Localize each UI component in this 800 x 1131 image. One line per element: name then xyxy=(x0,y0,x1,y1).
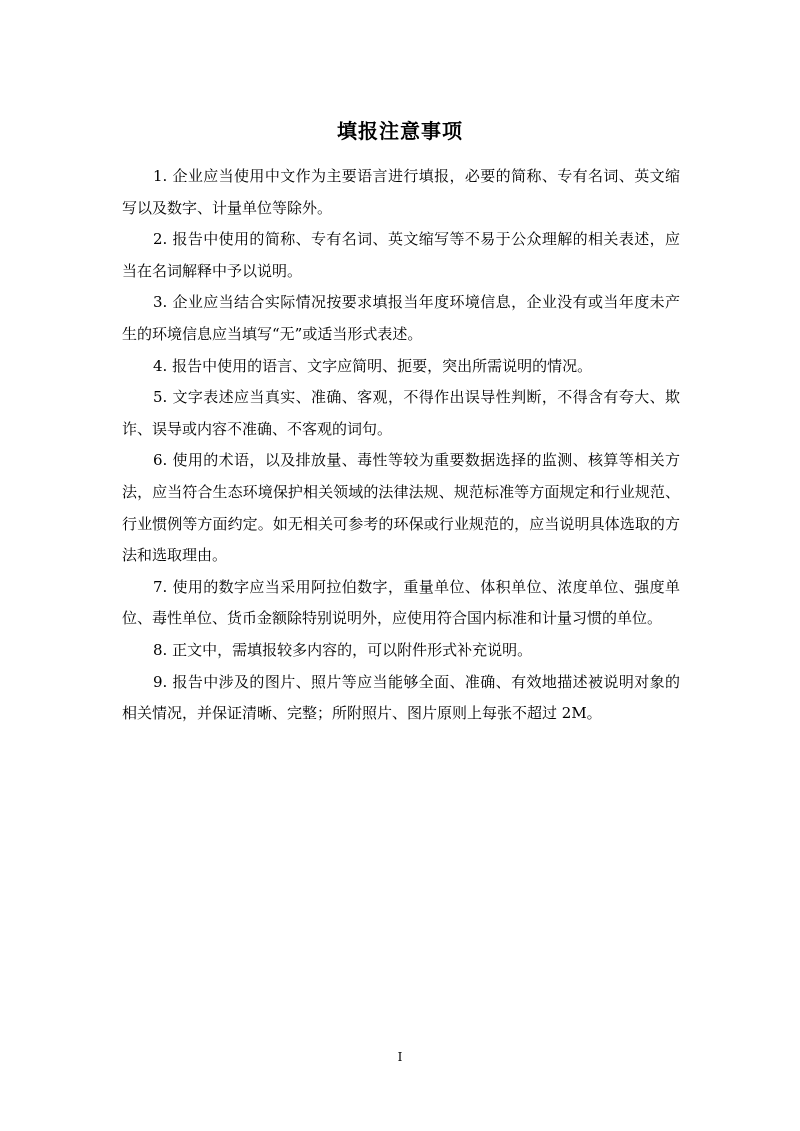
page-title: 填报注意事项 xyxy=(337,119,463,143)
notice-item-6: 6. 使用的术语，以及排放量、毒性等较为重要数据选择的监测、核算等相关方法，应当符合生态环境保护相关领域的法律法规、规范标准等方面规定和行业规范、行业惯例等方面约定。如无相关可参考的环保或行业规范的，应当说明具体选取的方法和选取理由。 xyxy=(122,451,680,565)
notice-item-9: 9. 报告中涉及的图片、照片等应当能够全面、准确、有效地描述被说明对象的相关情况，并保证清晰、完整；所附照片、图片原则上每张不超过 2M。 xyxy=(122,672,680,723)
notice-item-5: 5. 文字表述应当真实、准确、客观，不得作出误导性判断，不得含有夸大、欺诈、误导或内容不准确、不客观的词句。 xyxy=(122,388,680,438)
notice-list xyxy=(122,161,680,730)
page-number: I xyxy=(397,1050,403,1064)
notice-item-2: 2. 报告中使用的简称、专有名词、英文缩写等不易于公众理解的相关表述，应当在名词解释中予以说明。 xyxy=(122,230,680,280)
notice-item-1: 1. 企业应当使用中文作为主要语言进行填报，必要的简称、专有名词、英文缩写以及数字、计量单位等除外。 xyxy=(122,167,680,217)
notice-item-8: 8. 正文中，需填报较多内容的，可以附件形式补充说明。 xyxy=(153,640,533,659)
notice-item-3: 3. 企业应当结合实际情况按要求填报当年度环境信息，企业没有或当年度未产生的环境信息应当填写“无”或适当形式表述。 xyxy=(122,293,680,343)
notice-item-7: 7. 使用的数字应当采用阿拉伯数字，重量单位、体积单位、浓度单位、强度单位、毒性单位、货币金额除特别说明外，应使用符合国内标准和计量习惯的单位。 xyxy=(122,577,680,628)
notice-item-4: 4. 报告中使用的语言、文字应简明、扼要，突出所需说明的情况。 xyxy=(153,356,593,375)
